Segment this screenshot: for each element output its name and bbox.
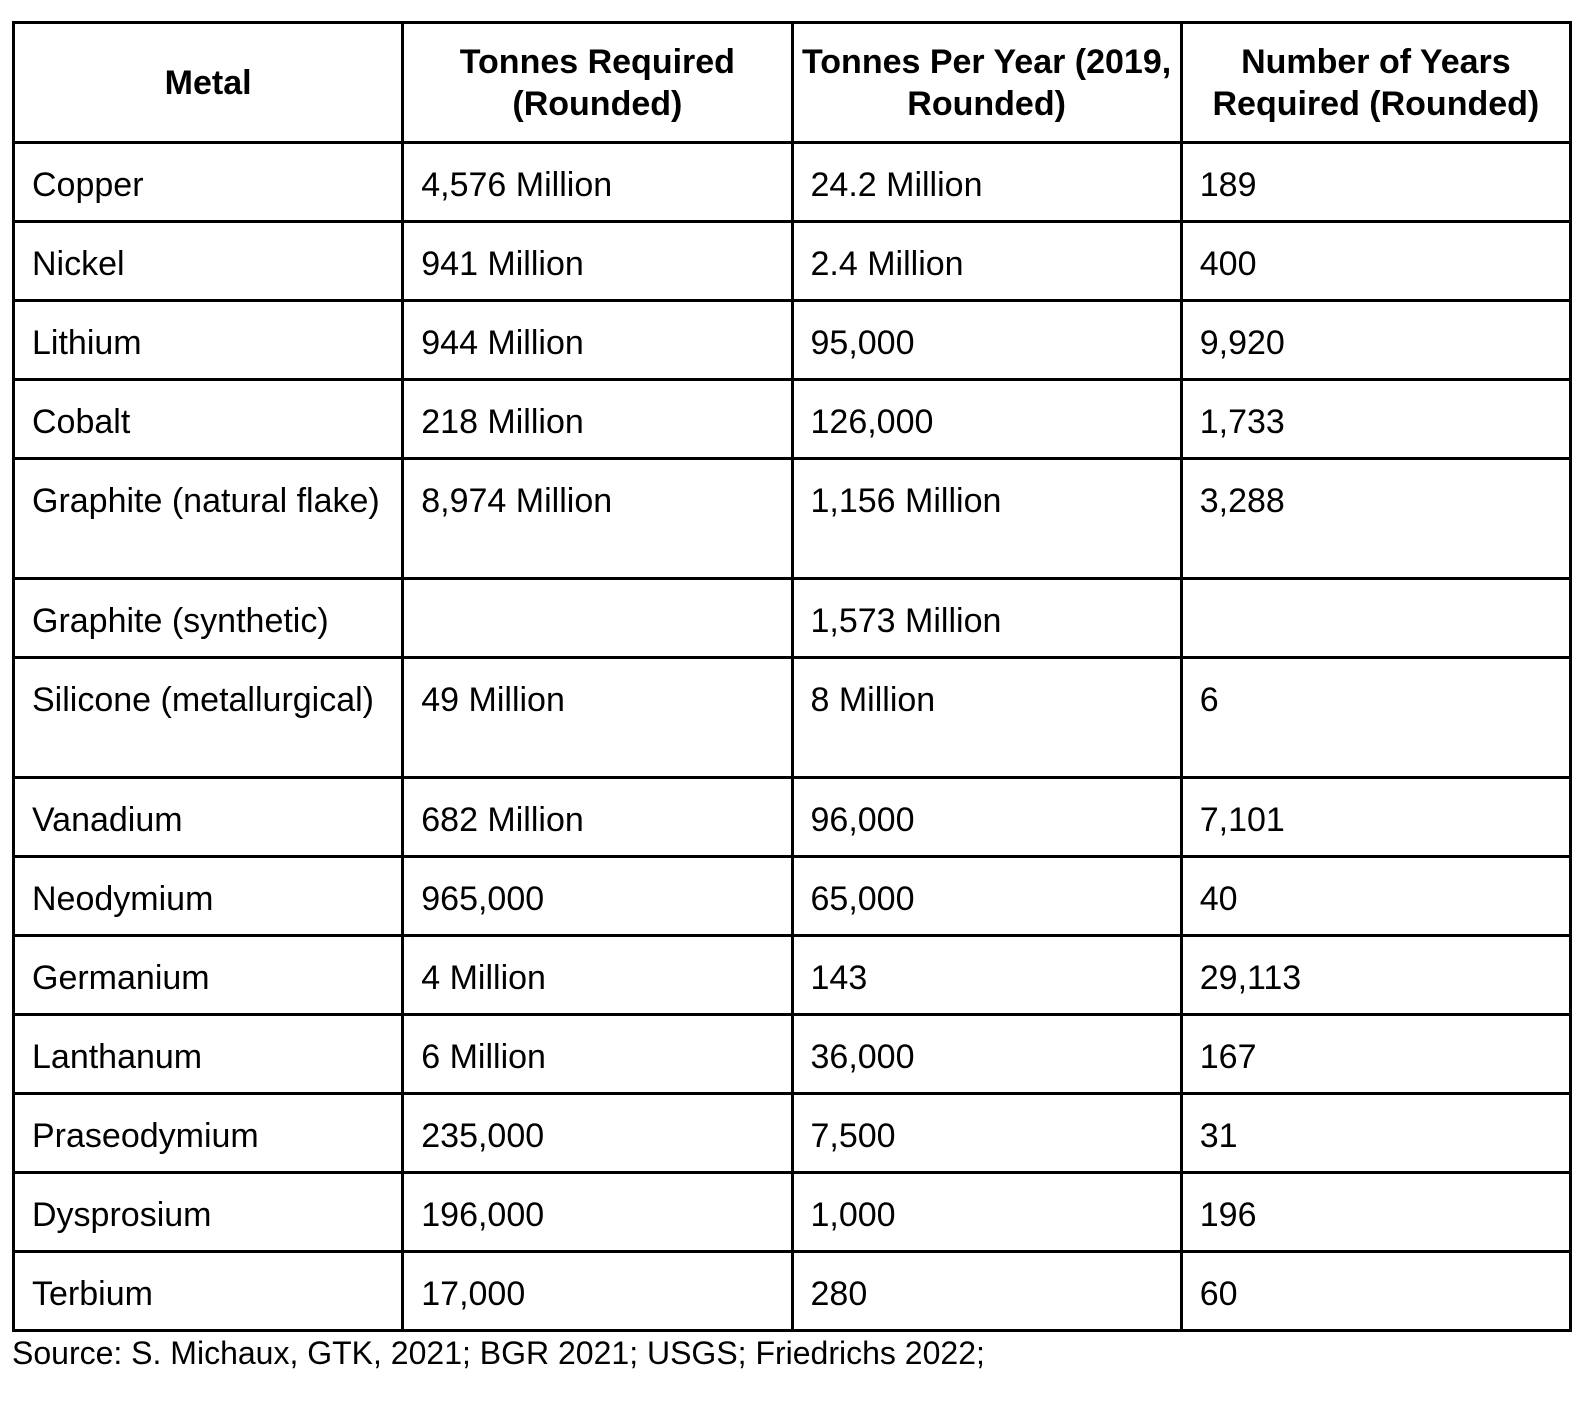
cell-tonnes-required: 17,000 [403, 1252, 792, 1331]
table-row [14, 857, 1571, 936]
cell-metal: Graphite (natural flake) [14, 459, 403, 579]
cell-tonnes-per-year: 2.4 Million [792, 222, 1181, 301]
cell-metal: Vanadium [14, 778, 403, 857]
cell-tonnes-required: 218 Million [403, 380, 792, 459]
cell-tonnes-required: 4,576 Million [403, 143, 792, 222]
cell-tonnes-required: 235,000 [403, 1094, 792, 1173]
table-row [14, 143, 1571, 222]
table-row [14, 222, 1571, 301]
cell-metal: Graphite (synthetic) [14, 579, 403, 658]
cell-years-required: 29,113 [1181, 936, 1570, 1015]
cell-years-required: 189 [1181, 143, 1570, 222]
cell-tonnes-required: 196,000 [403, 1173, 792, 1252]
table-row [14, 1173, 1571, 1252]
cell-metal: Silicone (metallurgical) [14, 658, 403, 778]
cell-years-required: 196 [1181, 1173, 1570, 1252]
cell-metal: Dysprosium [14, 1173, 403, 1252]
source-note: Source: S. Michaux, GTK, 2021; BGR 2021; USGS; Friedrichs 2022; [12, 1335, 985, 1371]
cell-tonnes-required: 941 Million [403, 222, 792, 301]
cell-metal: Praseodymium [14, 1094, 403, 1173]
cell-tonnes-per-year: 95,000 [792, 301, 1181, 380]
table-row [14, 579, 1571, 658]
cell-years-required [1181, 579, 1570, 658]
cell-tonnes-per-year: 24.2 Million [792, 143, 1181, 222]
metals-table [12, 21, 1572, 1332]
cell-metal: Lanthanum [14, 1015, 403, 1094]
cell-tonnes-per-year: 1,000 [792, 1173, 1181, 1252]
cell-tonnes-per-year: 8 Million [792, 658, 1181, 778]
cell-metal: Copper [14, 143, 403, 222]
cell-tonnes-required: 6 Million [403, 1015, 792, 1094]
cell-years-required: 400 [1181, 222, 1570, 301]
cell-years-required: 167 [1181, 1015, 1570, 1094]
cell-tonnes-per-year: 1,573 Million [792, 579, 1181, 658]
cell-metal: Terbium [14, 1252, 403, 1331]
cell-years-required: 60 [1181, 1252, 1570, 1331]
cell-tonnes-per-year: 126,000 [792, 380, 1181, 459]
cell-tonnes-required: 8,974 Million [403, 459, 792, 579]
table-row [14, 1094, 1571, 1173]
cell-tonnes-required: 682 Million [403, 778, 792, 857]
cell-tonnes-required: 965,000 [403, 857, 792, 936]
cell-years-required: 6 [1181, 658, 1570, 778]
cell-metal: Nickel [14, 222, 403, 301]
table-row [14, 936, 1571, 1015]
table-row [14, 1015, 1571, 1094]
cell-tonnes-required: 944 Million [403, 301, 792, 380]
cell-tonnes-per-year: 65,000 [792, 857, 1181, 936]
cell-tonnes-required: 49 Million [403, 658, 792, 778]
header-years-required: Number of Years Required (Rounded) [1181, 23, 1570, 143]
cell-tonnes-per-year: 1,156 Million [792, 459, 1181, 579]
header-tonnes-required: Tonnes Required (Rounded) [403, 23, 792, 143]
cell-tonnes-per-year: 36,000 [792, 1015, 1181, 1094]
table-row [14, 1252, 1571, 1331]
cell-metal: Germanium [14, 936, 403, 1015]
cell-tonnes-per-year: 143 [792, 936, 1181, 1015]
table-header-row [14, 23, 1571, 143]
table-row [14, 778, 1571, 857]
cell-metal: Cobalt [14, 380, 403, 459]
table-row [14, 658, 1571, 778]
cell-years-required: 7,101 [1181, 778, 1570, 857]
table-row [14, 301, 1571, 380]
cell-years-required: 9,920 [1181, 301, 1570, 380]
cell-metal: Neodymium [14, 857, 403, 936]
header-tonnes-per-year: Tonnes Per Year (2019, Rounded) [792, 23, 1181, 143]
cell-tonnes-required: 4 Million [403, 936, 792, 1015]
table-row [14, 380, 1571, 459]
cell-years-required: 3,288 [1181, 459, 1570, 579]
header-metal: Metal [14, 23, 403, 143]
cell-tonnes-per-year: 7,500 [792, 1094, 1181, 1173]
cell-tonnes-required [403, 579, 792, 658]
cell-tonnes-per-year: 280 [792, 1252, 1181, 1331]
cell-metal: Lithium [14, 301, 403, 380]
table-row [14, 459, 1571, 579]
cell-years-required: 1,733 [1181, 380, 1570, 459]
cell-years-required: 31 [1181, 1094, 1570, 1173]
cell-years-required: 40 [1181, 857, 1570, 936]
cell-tonnes-per-year: 96,000 [792, 778, 1181, 857]
